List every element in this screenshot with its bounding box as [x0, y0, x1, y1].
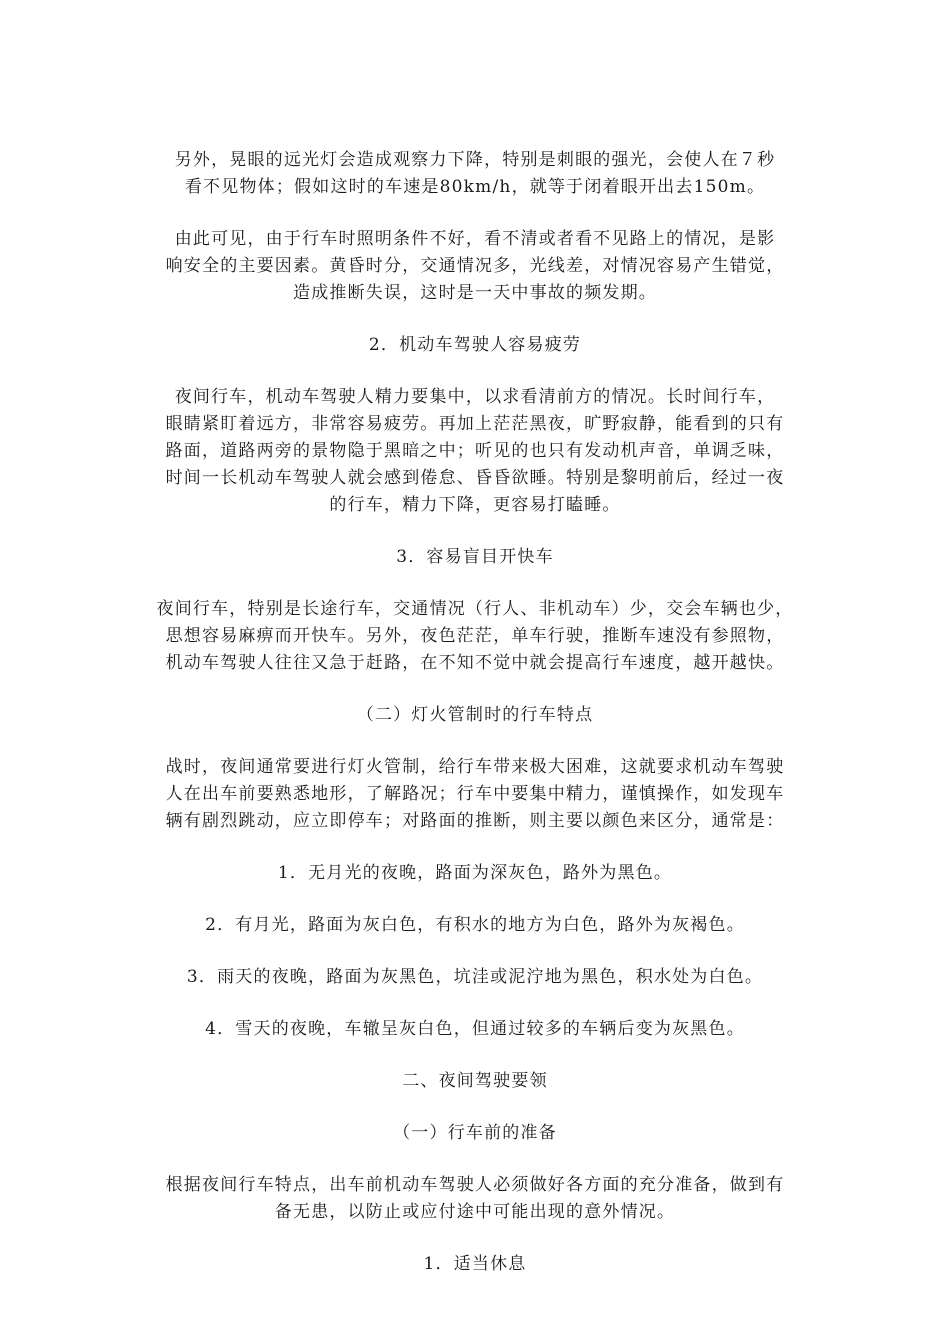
- text-line: 战时，夜间通常要进行灯火管制，给行车带来极大困难，这就要求机动车驾驶: [165, 757, 785, 777]
- text-line: 看不见物体；假如这时的车速是80km/h，就等于闭着眼开出去150m。: [184, 177, 766, 197]
- text-line: 人在出车前要熟悉地形，了解路况；行车中要集中精力，谨慎操作，如发现车: [165, 784, 785, 804]
- list-item-moonlight: 2．有月光，路面为灰白色，有积水的地方为白色，路外为灰褐色。: [205, 915, 745, 935]
- paragraph-high-beam-glare: [150, 147, 800, 201]
- text-line: 根据夜间行车特点，出车前机动车驾驶人必须做好各方面的充分准备，做到有: [165, 1175, 785, 1195]
- list-item-rainy-night: 3．雨天的夜晚，路面为灰黑色，坑洼或泥泞地为黑色，积水处为白色。: [186, 967, 764, 987]
- list-item-snowy-night: 4．雪天的夜晚，车辙呈灰白色，但通过较多的车辆后变为灰黑色。: [205, 1019, 745, 1039]
- section-heading-speeding: 3．容易盲目开快车: [396, 547, 554, 567]
- paragraph-blackout-driving: [150, 754, 800, 835]
- text-line: 眼睛紧盯着远方，非常容易疲劳。再加上茫茫黑夜，旷野寂静，能看到的只有: [165, 414, 785, 434]
- text-line: 备无患，以防止或应付途中可能出现的意外情况。: [274, 1202, 676, 1222]
- text-line: 辆有剧烈跳动，应立即停车；对路面的推断，则主要以颜色来区分，通常是：: [165, 811, 785, 831]
- paragraph-speeding: [150, 596, 800, 677]
- chapter-heading-night-driving-essentials: 二、夜间驾驶要领: [402, 1071, 548, 1091]
- paragraph-lighting-conditions: [150, 226, 800, 307]
- document-page: [150, 147, 800, 1278]
- text-line: 造成推断失误，这时是一天中事故的频发期。: [293, 283, 657, 303]
- section-heading-blackout-driving: （二）灯火管制时的行车特点: [356, 705, 594, 725]
- section-heading-proper-rest: 1．适当休息: [423, 1254, 527, 1274]
- text-line: 夜间行车，特别是长途行车，交通情况（行人、非机动车）少，交会车辆也少，: [156, 599, 794, 619]
- text-line: 另外，晃眼的远光灯会造成观察力下降，特别是刺眼的强光，会使人在７秒: [174, 150, 776, 170]
- text-line: 机动车驾驶人往往又急于赶路，在不知不觉中就会提高行车速度，越开越快。: [165, 653, 785, 673]
- text-line: 时间一长机动车驾驶人就会感到倦怠、昏昏欲睡。特别是黎明前后，经过一夜: [165, 468, 785, 488]
- list-item-no-moonlight: 1．无月光的夜晚，路面为深灰色，路外为黑色。: [277, 863, 673, 883]
- text-line: 夜间行车，机动车驾驶人精力要集中，以求看清前方的情况。长时间行车，: [174, 387, 776, 407]
- text-line: 的行车，精力下降，更容易打瞌睡。: [329, 495, 621, 515]
- text-line: 路面，道路两旁的景物隐于黑暗之中；听见的也只有发动机声音，单调乏味，: [165, 441, 785, 461]
- paragraph-driver-fatigue: [150, 384, 800, 519]
- section-heading-driver-fatigue: 2．机动车驾驶人容易疲劳: [368, 335, 582, 355]
- text-line: 由此可见，由于行车时照明条件不好，看不清或者看不见路上的情况，是影: [174, 229, 776, 249]
- text-line: 思想容易麻痹而开快车。另外，夜色茫茫，单车行驶，推断车速没有参照物，: [165, 626, 785, 646]
- section-heading-pre-drive-preparation: （一）行车前的准备: [393, 1123, 557, 1143]
- paragraph-pre-drive-preparation: [150, 1172, 800, 1226]
- text-line: 响安全的主要因素。黄昏时分，交通情况多，光线差，对情况容易产生错觉，: [165, 256, 785, 276]
